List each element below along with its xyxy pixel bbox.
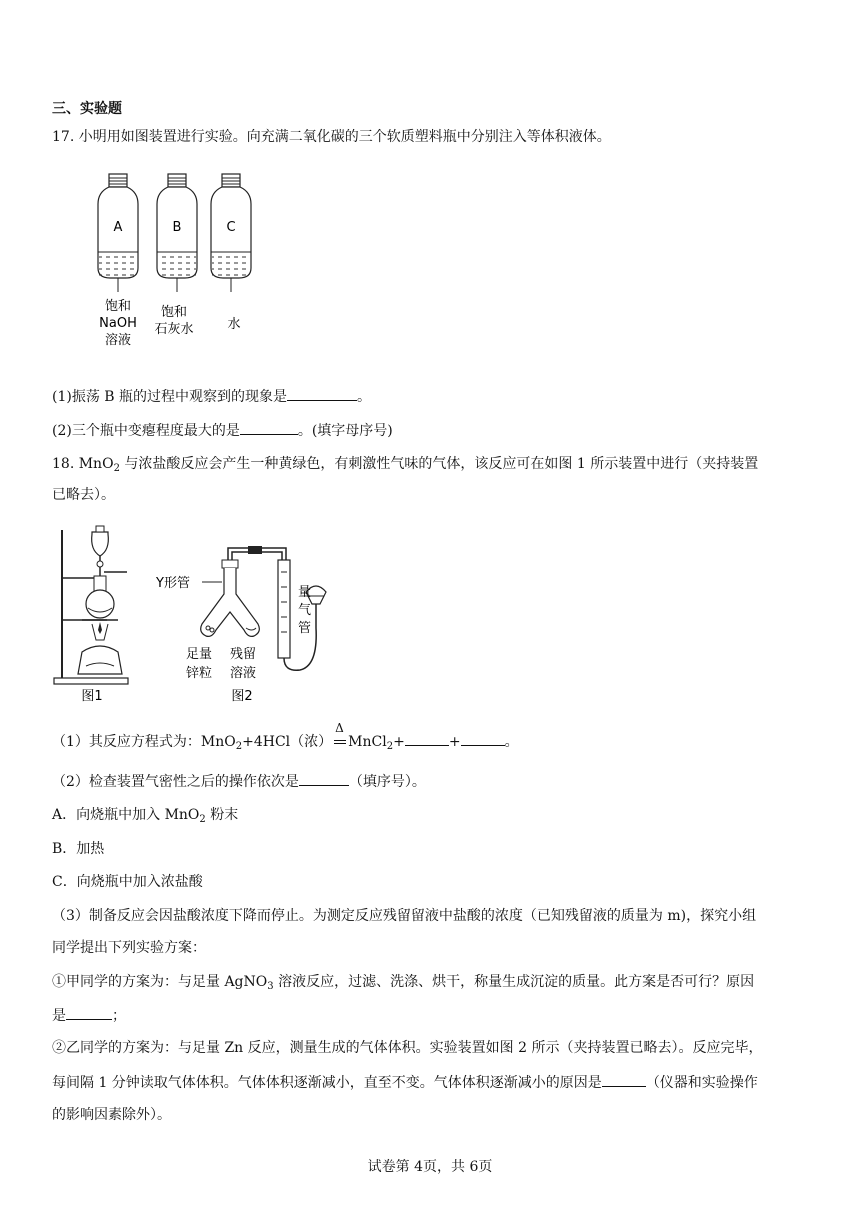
bottle-label-b: B: [172, 220, 182, 235]
page-footer: 试卷第 4页，共 6页: [367, 1159, 493, 1175]
y-tube-label: Y形管: [156, 576, 190, 591]
option-b: [52, 839, 104, 859]
q18-sub2-blank[interactable]: [299, 771, 349, 786]
plan1-line2-post: ；: [112, 1008, 126, 1024]
liquid-label-b-1: 饱和: [160, 305, 188, 320]
fig1-caption: 图1: [81, 689, 103, 704]
section-title: 三、实验题: [52, 101, 122, 117]
right-label-1: 残留: [230, 647, 257, 662]
q18-sub2-pre: （2）检查装置气密性之后的操作依次是: [52, 774, 299, 790]
left-label-1: 足量: [186, 647, 213, 662]
plan2-line2: [52, 1072, 758, 1093]
q17-sub2-text: (2)三个瓶中变瘪程度最大的是: [52, 423, 240, 439]
q17-stem: [52, 127, 611, 147]
plan2-line2-post: （仪器和实验操作: [645, 1075, 758, 1091]
q18-stem-sub: 2: [113, 463, 120, 474]
q18-sub1-blank2[interactable]: [461, 731, 505, 746]
q17-sub1: [52, 386, 371, 407]
q18-sub1-product: MnCl: [348, 734, 387, 750]
bottle-label-a: A: [113, 220, 123, 235]
q17-sub2-end: 。(填字母序号): [297, 423, 393, 439]
q17-sub1-end: 。: [357, 389, 372, 405]
plan1-blank[interactable]: [66, 1005, 112, 1020]
q17-sub2: [52, 420, 393, 441]
q17-bottles-figure: [90, 170, 260, 360]
q18-figure-2: [150, 532, 330, 707]
plan1-sub: 3: [267, 981, 274, 992]
plan1-line2-pre: 是: [52, 1008, 66, 1024]
heat-arrow: [332, 721, 348, 752]
delta-symbol: Δ: [335, 721, 344, 735]
liquid-label-b-2: 石灰水: [154, 322, 194, 337]
q18-sub1-end: 。: [504, 734, 519, 750]
q17-sub1-text: (1)振荡 B 瓶的过程中观察到的现象是: [52, 389, 288, 405]
liquid-label-a-3: 溶液: [104, 333, 132, 348]
q18-sub2-post: （填序号）。: [348, 774, 426, 790]
q17-stem-text: 小明用如图装置进行实验。向充满二氧化碳的三个软质塑料瓶中分别注入等体积液体。: [78, 129, 611, 145]
option-a-post: 粉末: [205, 807, 239, 823]
plan1-pre: ①甲同学的方案为：与足量 AgNO: [52, 974, 268, 990]
q18-sub1-blank1[interactable]: [405, 731, 449, 746]
q17-number: 17.: [52, 129, 75, 145]
q18-stem-line2: 已略去）。: [52, 487, 115, 503]
q18-number: 18.: [52, 456, 75, 472]
q18-stem-pre: MnO: [78, 456, 114, 472]
option-b-letter: B．: [52, 841, 77, 857]
bottle-label-c: C: [226, 220, 236, 235]
burette-label-1: 量: [298, 585, 312, 600]
option-a-letter: A．: [52, 807, 77, 823]
q18-figure-1: [52, 522, 132, 707]
plan1-line2: [52, 1005, 126, 1026]
q18-sub1-mid: +4HCl（浓）: [242, 734, 333, 750]
q18-sub1-sub: 2: [235, 741, 243, 752]
q18-sub1: [52, 721, 519, 752]
liquid-label-a-2: NaOH: [99, 316, 137, 331]
q18-sub2: [52, 771, 426, 792]
q18-sub1-product-sub: 2: [386, 741, 394, 752]
burette-label-3: 管: [298, 621, 312, 636]
plan2-blank[interactable]: [602, 1072, 646, 1087]
option-a: [52, 805, 238, 825]
q18-stem-post: 与浓盐酸反应会产生一种黄绿色，有刺激性气味的气体，该反应可在如图 1 所示装置中进行（夹持装置: [119, 456, 759, 472]
liquid-label-c-1: 水: [227, 317, 241, 332]
left-label-2: 锌粒: [186, 666, 213, 681]
plan2-line1: ②乙同学的方案为：与足量 Zn 反应，测量生成的气体体积。实验装置如图 2 所示（夹持装置已略去）。反应完毕，: [52, 1040, 763, 1056]
q17-sub1-blank[interactable]: [287, 386, 357, 401]
plan2-line3: 的影响因素除外）。: [52, 1107, 171, 1123]
liquid-label-a-1: 饱和: [104, 299, 132, 314]
option-c-text: 向烧瓶中加入浓盐酸: [76, 874, 203, 890]
option-a-text: 向烧瓶中加入 MnO: [76, 807, 200, 823]
q18-sub3-line1: （3）制备反应会因盐酸浓度下降而停止。为测定反应残留留液中盐酸的浓度（已知残留液的质量为 m)，探究小组: [52, 908, 757, 924]
option-b-text: 加热: [76, 841, 105, 857]
plan1-post: 溶液反应，过滤、洗涤、烘干，称量生成沉淀的质量。此方案是否可行？原因: [273, 974, 755, 990]
option-c: [52, 872, 203, 892]
right-label-2: 溶液: [230, 666, 257, 681]
burette-label-2: 气: [298, 603, 312, 618]
option-c-letter: C．: [52, 874, 77, 890]
q18-sub1-pre: （1）其反应方程式为：MnO: [52, 734, 236, 750]
q18-sub3-line2: 同学提出下列实验方案：: [52, 940, 206, 956]
q18-sub1-plus1: +: [393, 734, 405, 750]
plan2-line2-pre: 每间隔 1 分钟读取气体体积。气体体积逐渐减小，直至不变。气体体积逐渐减小的原因是: [52, 1075, 602, 1091]
plan1-line1: [52, 972, 754, 992]
q18-stem-line1: [52, 454, 758, 474]
option-a-sub: 2: [199, 814, 206, 825]
q18-sub1-plus2: +: [448, 734, 461, 750]
q17-sub2-blank[interactable]: [240, 420, 298, 435]
fig2-caption: 图2: [231, 689, 253, 704]
